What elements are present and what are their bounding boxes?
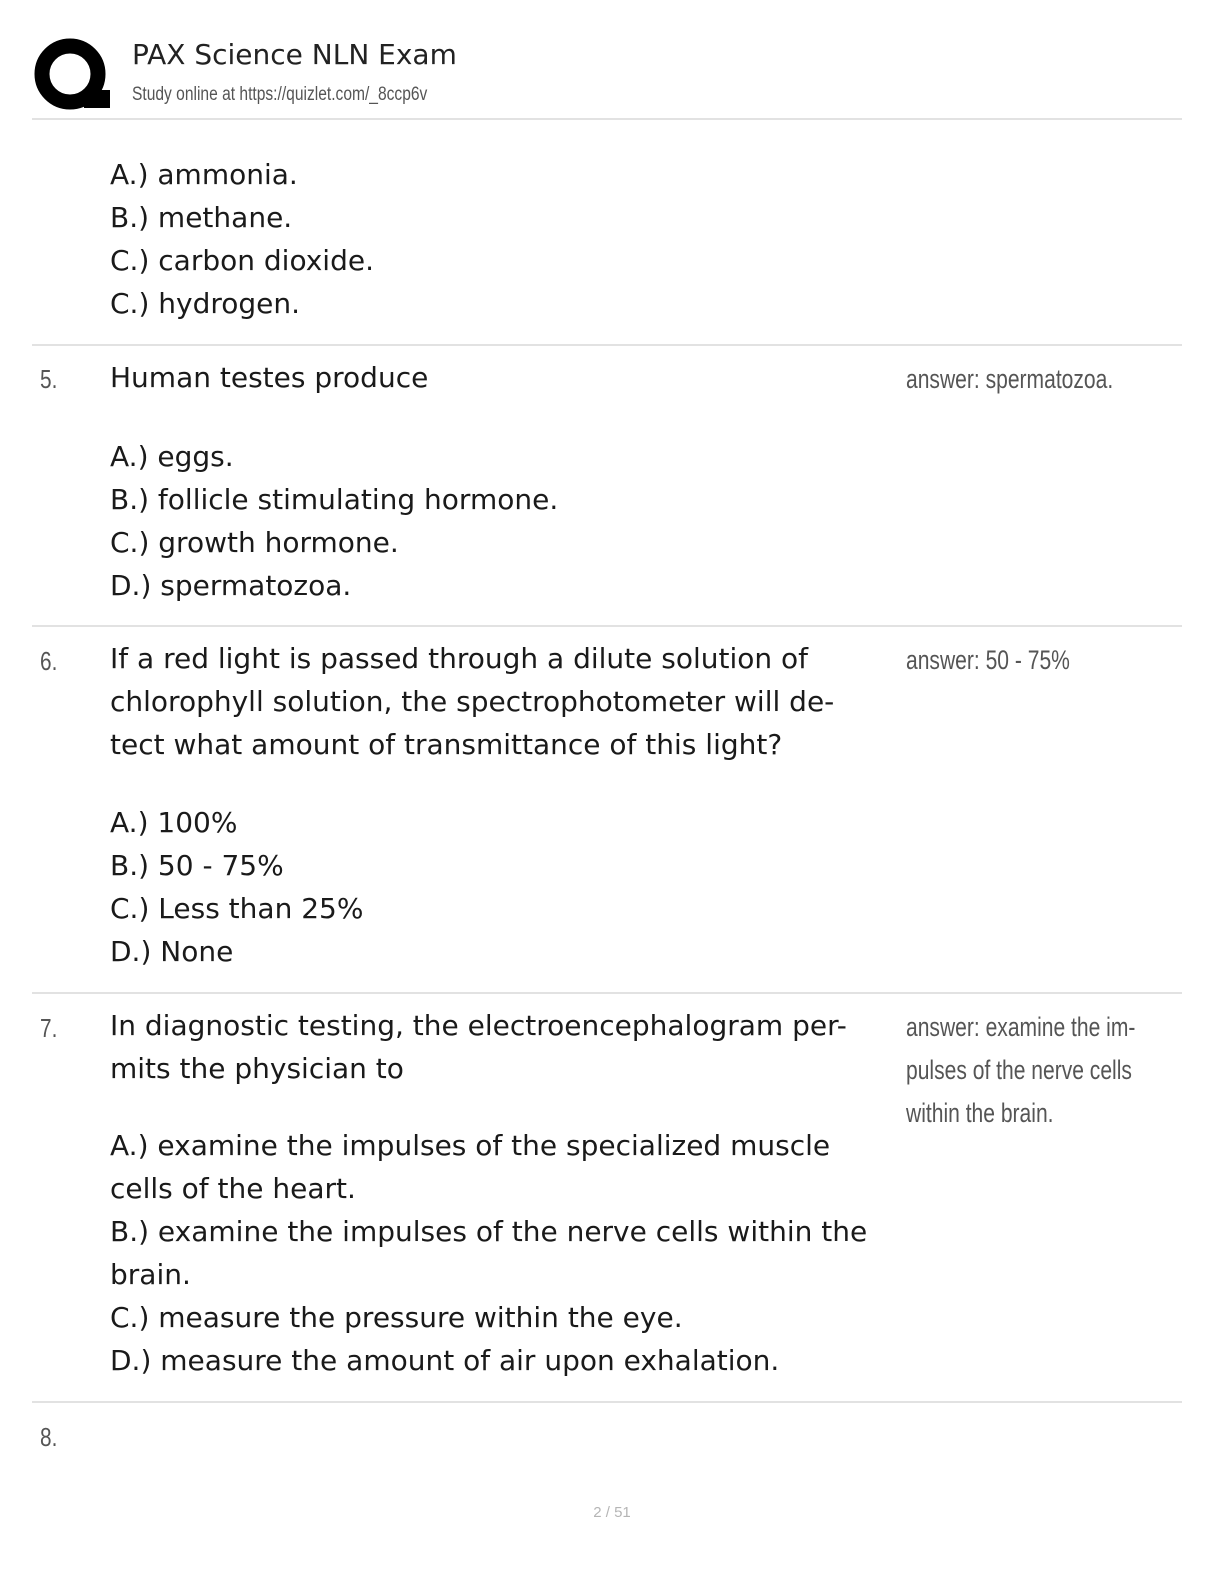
option-item: A.) examine the impulses of the specialized muscle [110, 1129, 831, 1162]
question-text-line: In diagnostic testing, the electroencephalogram per- [110, 1009, 847, 1042]
option-item: C.) Less than 25% [110, 892, 364, 925]
option-item: B.) examine the impulses of the nerve cells within the [110, 1215, 868, 1248]
option-item: brain. [110, 1258, 191, 1291]
option-item: C.) hydrogen. [110, 287, 301, 320]
option-item: D.) spermatozoa. [110, 569, 352, 602]
answer-text [906, 358, 1113, 401]
question-options [110, 435, 558, 607]
question-number: 6. [40, 646, 58, 676]
answer-line: within the brain. [906, 1098, 1054, 1128]
divider [32, 1401, 1182, 1403]
question-options [110, 1124, 867, 1382]
question-text-line: Human testes produce [110, 361, 429, 394]
page-header [32, 34, 1182, 120]
question-text [110, 637, 890, 766]
document-title: PAX Science NLN Exam [132, 38, 457, 71]
question-text-line: mits the physician to [110, 1052, 404, 1085]
answer-line: answer: examine the im- [906, 1012, 1136, 1042]
answer-text [906, 639, 1070, 682]
option-item: C.) measure the pressure within the eye. [110, 1301, 683, 1334]
option-item: A.) ammonia. [110, 158, 298, 191]
quizlet-logo-icon [32, 34, 112, 114]
prev-question-options [110, 153, 374, 325]
question-text-line: chlorophyll solution, the spectrophotometer will de- [110, 685, 835, 718]
option-item: C.) carbon dioxide. [110, 244, 374, 277]
answer-line: answer: 50 - 75% [906, 645, 1070, 675]
divider [32, 625, 1182, 627]
question-text [110, 1004, 890, 1090]
study-online-link[interactable]: Study online at https://quizlet.com/_8ccp6v [132, 84, 428, 105]
answer-line: pulses of the nerve cells [906, 1055, 1132, 1085]
divider [32, 344, 1182, 346]
question-number: 7. [40, 1013, 58, 1043]
question-number: 8. [40, 1422, 58, 1452]
option-item: cells of the heart. [110, 1172, 356, 1205]
option-item: B.) methane. [110, 201, 293, 234]
question-text [110, 356, 890, 399]
question-text-line: If a red light is passed through a dilute solution of [110, 642, 809, 675]
divider [32, 992, 1182, 994]
option-item: D.) None [110, 935, 234, 968]
question-text-line: tect what amount of transmittance of this light? [110, 728, 783, 761]
answer-line: answer: spermatozoa. [906, 364, 1114, 394]
answer-text [906, 1006, 1135, 1135]
option-item: A.) eggs. [110, 440, 234, 473]
option-item: B.) follicle stimulating hormone. [110, 483, 559, 516]
option-item: C.) growth hormone. [110, 526, 399, 559]
question-options [110, 801, 363, 973]
question-number: 5. [40, 364, 58, 394]
option-item: A.) 100% [110, 806, 238, 839]
option-item: D.) measure the amount of air upon exhalation. [110, 1344, 780, 1377]
page-number: 2 / 51 [593, 1504, 631, 1521]
option-item: B.) 50 - 75% [110, 849, 284, 882]
